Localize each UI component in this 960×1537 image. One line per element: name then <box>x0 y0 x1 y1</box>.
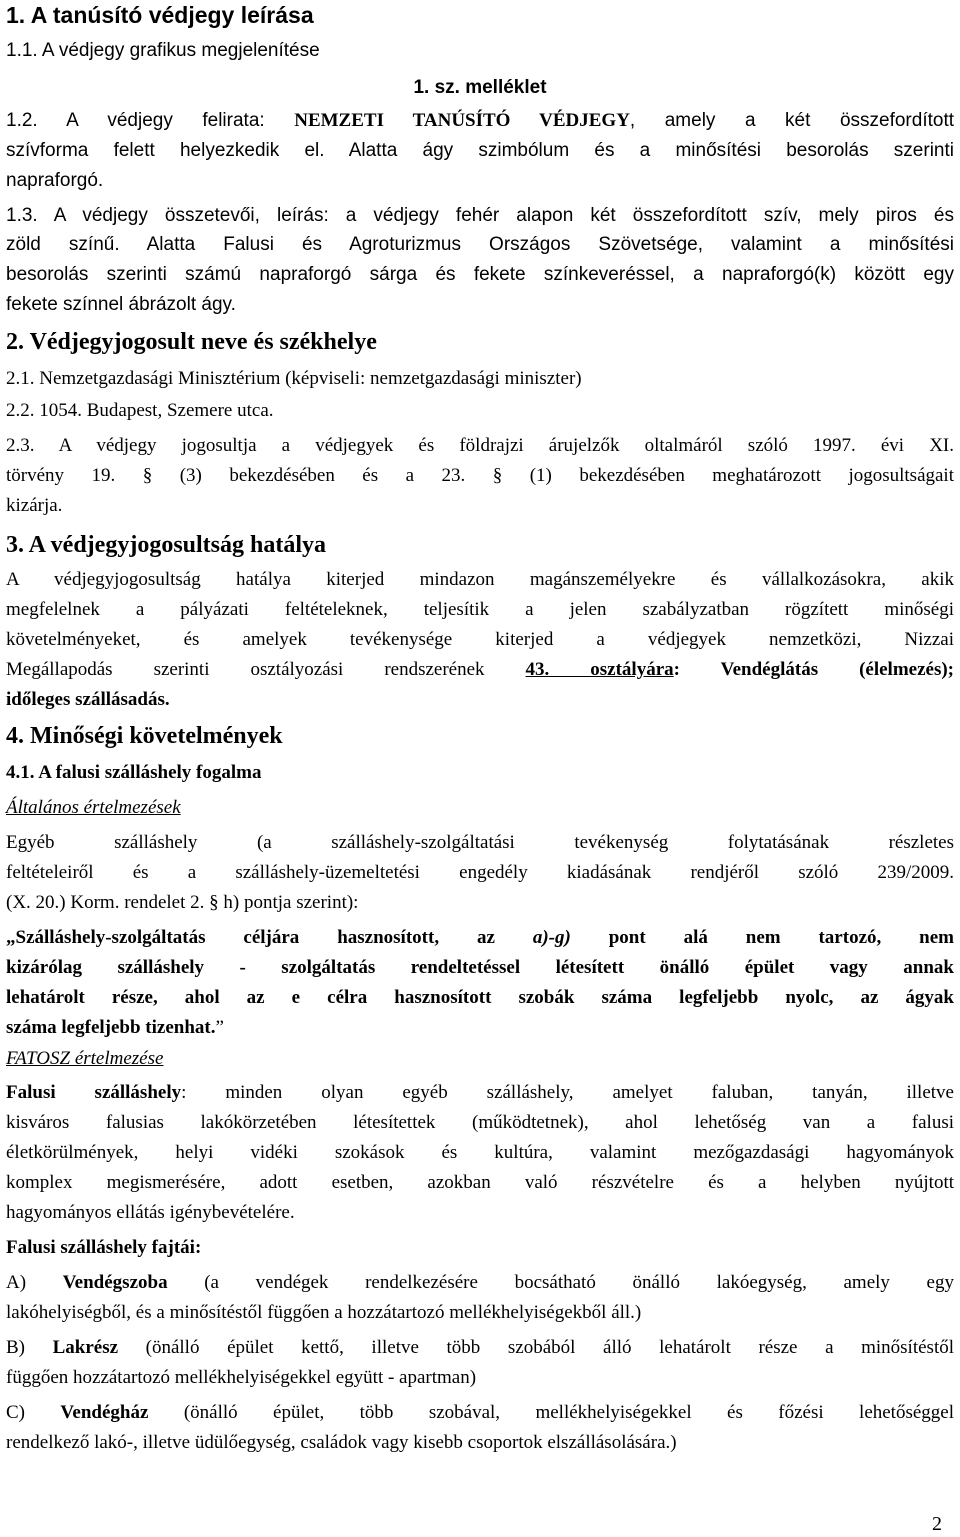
type-b-line-1: B) Lakrész (önálló épület kettő, illetve több szobából álló lehatárolt része a minősítéstől <box>6 1337 954 1358</box>
type-a-line-2: lakóhelyiségből, és a minősítéstől függően a hozzátartozó mellékhelyiségekből áll.) <box>6 1302 642 1323</box>
general-line-1: Egyéb szálláshely (a szálláshely-szolgáltatási tevékenység folytatásának részletes <box>6 832 954 853</box>
fatosz-line-1: Falusi szálláshely: minden olyan egyéb szálláshely, amelyet faluban, tanyán, illetve <box>6 1082 954 1103</box>
p12-line-3: napraforgó. <box>6 170 104 191</box>
type-c-term: Vendégház <box>60 1402 149 1423</box>
quote-line-3: lehatárolt része, ahol az e célra hasznosított szobák száma legfeljebb nyolc, az ágyak <box>6 987 954 1008</box>
fatosz-line-4: komplex megismerésére, adott esetben, azokban való részvételre és a helyben nyújtott <box>6 1172 954 1193</box>
p13-line-3: besorolás szerinti számú napraforgó sárga és fekete színkeveréssel, a napraforgó(k) között egy <box>6 264 954 285</box>
section-4-title: 4. Minőségi követelmények <box>6 723 283 749</box>
s2-3-line-3: kizárja. <box>6 495 63 516</box>
p13-line-2: zöld színű. Alatta Falusi és Agroturizmus Országos Szövetsége, valamint a minősítési <box>6 234 954 255</box>
type-a-term: Vendégszoba <box>62 1272 168 1293</box>
annex-label: 1. sz. melléklet <box>413 77 547 98</box>
general-line-2: feltételeiről és a szálláshely-üzemeltetési engedély kiadásának rendjéről szóló 239/2009. <box>6 862 954 883</box>
s3-line-1: A védjegyjogosultság hatálya kiterjed mindazon magánszemélyekre és vállalkozásokra, akik <box>6 569 954 590</box>
p12-line-2: szívforma felett helyezkedik el. Alatta ágy szimbólum és a minősítési besorolás szerinti <box>6 140 954 161</box>
quote-line-2: kizárólag szálláshely - szolgáltatás rendeltetéssel létesített önálló épület vagy annak <box>6 957 954 978</box>
section-1-1-heading: 1.1. A védjegy grafikus megjelenítése <box>6 40 320 61</box>
fatosz-term: Falusi szálláshely <box>6 1082 182 1103</box>
section-3-title: 3. A védjegyjogosultság hatálya <box>6 532 327 558</box>
s2-1-line: 2.1. Nemzetgazdasági Minisztérium (képviseli: nemzetgazdasági miniszter) <box>6 368 582 389</box>
type-a-line-1: A) Vendégszoba (a vendégek rendelkezésére bocsátható önálló lakóegység, amely egy <box>6 1272 954 1293</box>
s3-line-5: időleges szállásadás. <box>6 689 170 710</box>
fatosz-line-3: életkörülmények, helyi vidéki szokások és kultúra, valamint mezőgazdasági hagyományok <box>6 1142 954 1163</box>
p13-line-4: fekete színnel ábrázolt ágy. <box>6 294 236 315</box>
fatosz-heading: FATOSZ értelmezése <box>6 1048 164 1069</box>
s3-line-4: Megállapodás szerinti osztályozási rendszerének 43. osztályára: Vendéglátás (élelmezés); <box>6 659 955 680</box>
fatosz-line-2: kisváros falusias lakókörzetében létesítettek (működtetnek), ahol lehetőség van a falusi <box>6 1112 954 1133</box>
page-number: 2 <box>932 1513 942 1535</box>
s2-3-line-1: 2.3. A védjegy jogosultja a védjegyek és földrajzi árujelzők oltalmáról szóló 1997. évi XI. <box>6 435 954 456</box>
fatosz-line-5: hagyományos ellátás igénybevételére. <box>6 1202 295 1223</box>
type-b-term: Lakrész <box>52 1337 119 1358</box>
p12-line-1: 1.2. A védjegy felirata: NEMZETI TANÚSÍTÓ VÉDJEGY, amely a két összefordított <box>6 110 954 131</box>
s2-2-line: 2.2. 1054. Budapest, Szemere utca. <box>6 400 274 421</box>
trademark-inscription: NEMZETI TANÚSÍTÓ VÉDJEGY <box>294 110 630 131</box>
general-definitions-heading: Általános értelmezések <box>6 797 181 818</box>
type-c-line-2: rendelkező lakó-, illetve üdülőegység, családok vagy kisebb csoportok elszállásolására.) <box>6 1432 677 1453</box>
type-b-line-2: függően hozzátartozó mellékhelyiségekkel együtt - apartman) <box>6 1367 477 1388</box>
quote-line-4: száma legfeljebb tizenhat.” <box>6 1017 224 1038</box>
type-c-line-1: C) Vendégház (önálló épület, több szobával, mellékhelyiségekkel és főzési lehetőséggel <box>6 1402 954 1423</box>
quote-line-1: „Szálláshely-szolgáltatás céljára hasznosított, az a)-g) pont alá nem tartozó, nem <box>6 927 954 948</box>
s2-3-line-2: törvény 19. § (3) bekezdésében és a 23. § (1) bekezdésében meghatározott jogosultságait <box>6 465 954 486</box>
p13-line-1: 1.3. A védjegy összetevői, leírás: a védjegy fehér alapon két összefordított szív, mely piros és <box>6 205 954 226</box>
s3-line-3: követelményeket, és amelyek tevékenysége kiterjed a védjegyek nemzetközi, Nizzai <box>6 629 954 650</box>
nice-class-43: 43. osztályára <box>525 659 674 680</box>
section-2-title: 2. Védjegyjogosult neve és székhelye <box>6 329 377 355</box>
section-1-title: 1. A tanúsító védjegy leírása <box>6 2 314 28</box>
s3-line-2: megfelelnek a pályázati feltételeknek, teljesítik a jelen szabályzatban rögzített minőségi <box>6 599 954 620</box>
types-heading: Falusi szálláshely fajtái: <box>6 1237 202 1258</box>
section-4-1-heading: 4.1. A falusi szálláshely fogalma <box>6 762 262 783</box>
general-line-3: (X. 20.) Korm. rendelet 2. § h) pontja szerint): <box>6 892 359 913</box>
